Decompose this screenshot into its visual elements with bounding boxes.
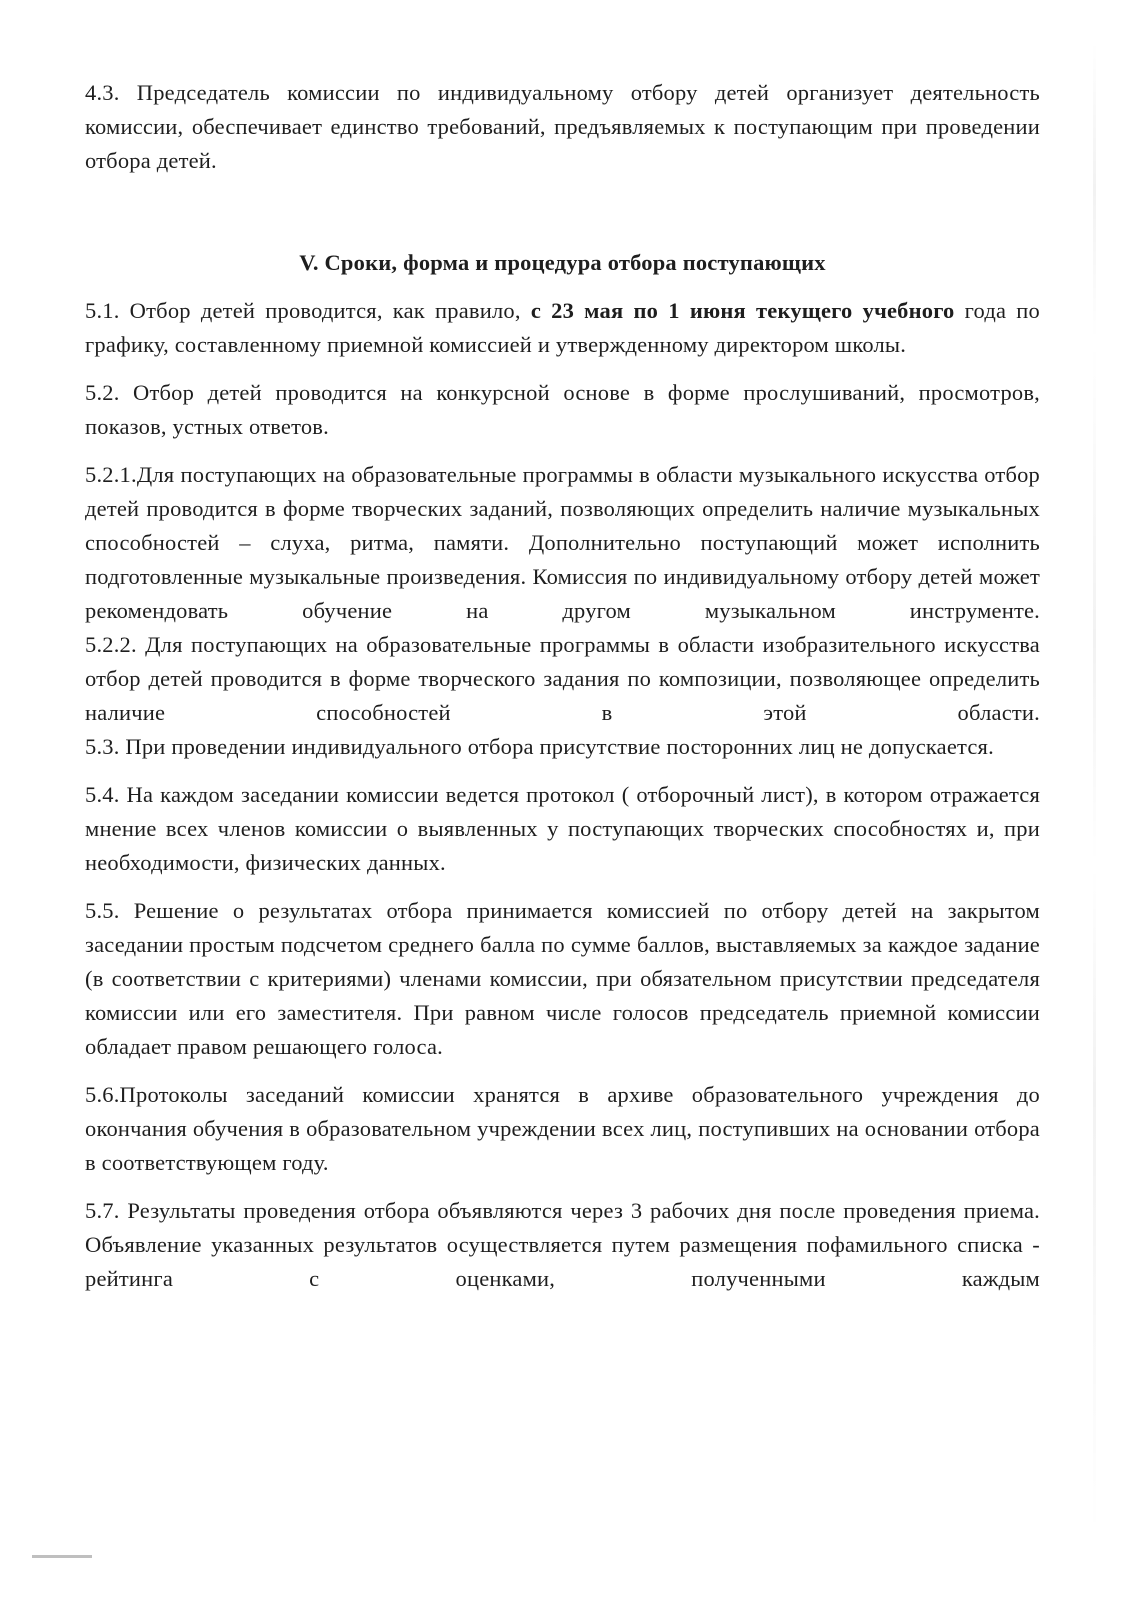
section-gap — [85, 178, 1040, 246]
scan-edge-shadow — [1093, 40, 1096, 1540]
paragraph-5-1 — [85, 294, 1040, 362]
gap — [85, 1180, 1040, 1194]
paragraph-5-6: 5.6.Протоколы заседаний комиссии хранятся в архиве образовательного учреждения до окончания обучения в образовательном учреждении всех лиц, поступивших на основании отбора в соответствующем году. — [85, 1082, 1040, 1175]
paragraph-5-1-dates: с 23 мая по 1 июня текущего учебного — [530, 298, 955, 323]
paragraph-5-5: 5.5. Решение о результатах отбора принимается комиссией по отбору детей на закрытом заседании простым подсчетом среднего балла по сумме баллов, выставляемых за каждое задание (в соответствии с критериями) членами комиссии, при обязательном присутствии председателя комиссии или его заместителя. При равном числе голосов председатель приемной комиссии обладает правом решающего голоса. — [85, 898, 1040, 1059]
gap — [85, 444, 1040, 458]
paragraph-5-2-2: 5.2.2. Для поступающих на образовательные программы в области изобразительного искусства отбор детей проводится в форме творческого задания по композиции, позволяющее определить наличие способностей в этой области. — [85, 632, 1040, 725]
paragraph-5-1-start: 5.1. Отбор детей проводится, как правило, — [85, 298, 531, 323]
paragraph-5-2: 5.2. Отбор детей проводится на конкурсной основе в форме прослушиваний, просмотров, показов, устных ответов. — [85, 380, 1040, 439]
gap — [85, 280, 1040, 294]
paragraph-4-3: 4.3. Председатель комиссии по индивидуальному отбору детей организует деятельность комиссии, обеспечивает единство требований, предъявляемых к поступающим при проведении отбора детей. — [85, 80, 1040, 173]
gap — [85, 764, 1040, 778]
gap — [85, 362, 1040, 376]
document-page — [85, 76, 1040, 1296]
section-title: V. Сроки, форма и процедура отбора поступающих — [299, 250, 826, 275]
paragraph-5-7: 5.7. Результаты проведения отбора объявляются через 3 рабочих дня после проведения приема. Объявление указанных результатов осуществляется путем размещения пофамильного списка - рейтинга с оценками, полученными каждым — [85, 1198, 1040, 1291]
paragraph-5-1-end: года по графику, составленному приемной комиссией и утвержденному директором школы. — [85, 298, 1040, 357]
scan-mark — [32, 1555, 92, 1558]
paragraph-5-4: 5.4. На каждом заседании комиссии ведется протокол ( отборочный лист), в котором отражается мнение всех членов комиссии о выявленных у поступающих творческих способностях и, при необходимости, физических данных. — [85, 782, 1040, 875]
gap — [85, 880, 1040, 894]
gap — [85, 1064, 1040, 1078]
paragraph-5-2-1: 5.2.1.Для поступающих на образовательные программы в области музыкального искусства отбор детей проводится в форме творческих заданий, позволяющих определить наличие музыкальных способностей – слуха, ритма, памяти. Дополнительно поступающий может исполнить подготовленные музыкальные произведения. Комиссия по индивидуальному отбору детей может рекомендовать обучение на другом музыкальном инструменте. — [85, 462, 1040, 623]
paragraph-5-3: 5.3. При проведении индивидуального отбора присутствие посторонних лиц не допускается. — [85, 734, 994, 759]
